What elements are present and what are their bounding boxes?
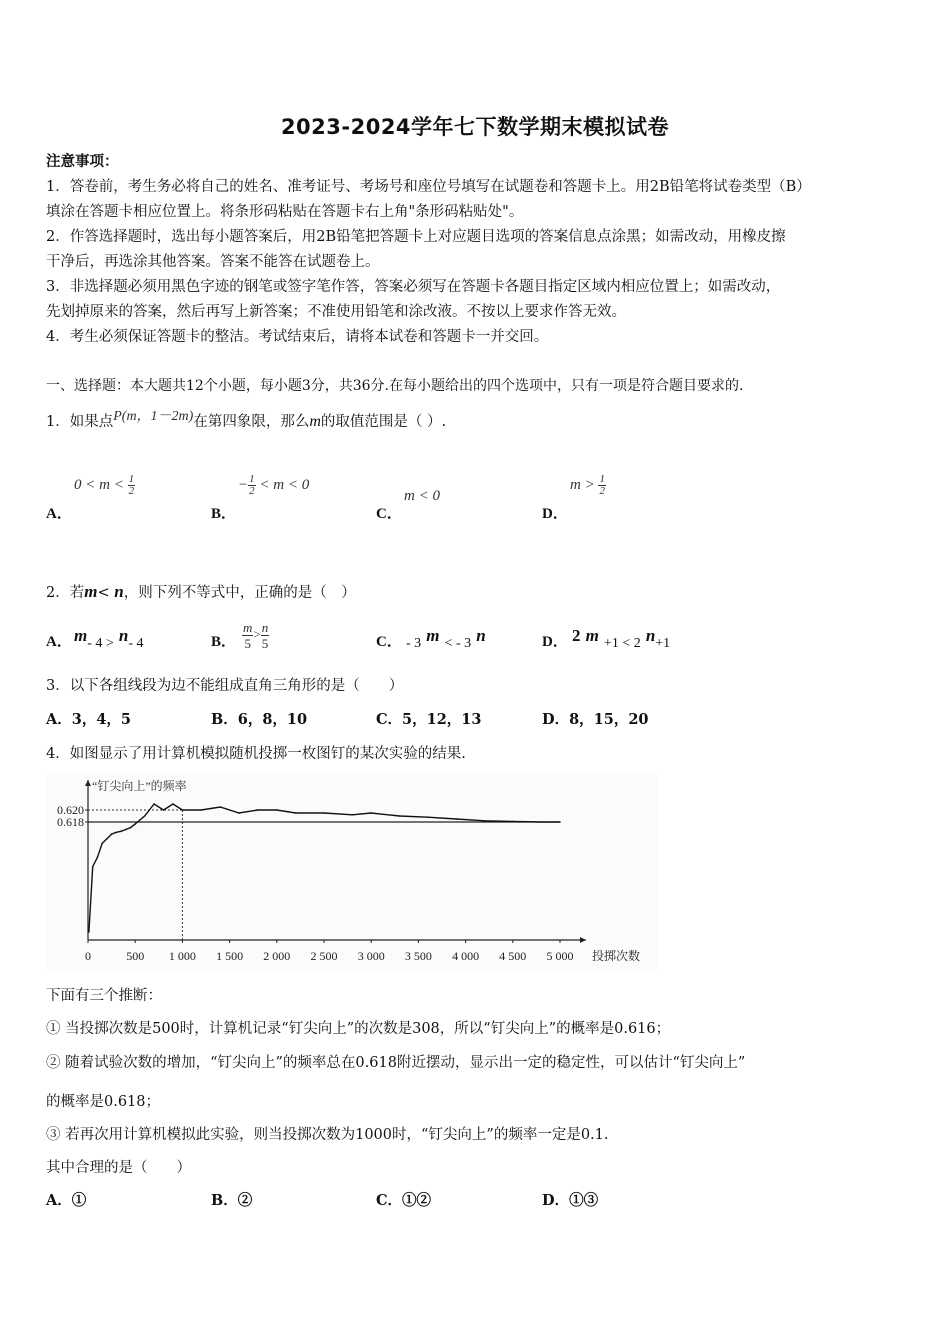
q3-option-d[interactable]: D．8，15，20 — [542, 711, 649, 728]
frequency-point — [540, 821, 542, 823]
q1-post-b: 的取值范围是（ ）. — [320, 414, 447, 430]
frequency-point — [323, 812, 325, 814]
frequency-point — [295, 812, 297, 814]
notice-line: 3．非选择题必须用黑色字迹的钢笔或签字笔作答，答案必须写在答题卡各题目指定区域内相应位置上；如需改动， — [46, 279, 781, 295]
frequency-point — [106, 838, 108, 840]
frequency-point — [219, 806, 221, 808]
frequency-point — [559, 821, 561, 823]
q2-option-d-label[interactable]: D． — [542, 634, 568, 650]
q2-d-coef: 2 — [572, 626, 581, 645]
q4-statement-2: ② 随着试验次数的增加，“钉尖向上”的频率总在0.618附近摆动，显示出一定的稳定性，可以估计“钉尖向上” — [46, 1055, 746, 1071]
q2-c-coef: - 3 — [406, 636, 422, 651]
q3-option-c[interactable]: C．5，12，13 — [376, 711, 482, 728]
q2-d-n: n — [645, 626, 656, 645]
frequency-point — [97, 857, 99, 859]
q3-option-a[interactable]: A．3，4，5 — [46, 711, 132, 728]
x-tick-label: 3 500 — [404, 949, 432, 963]
question-3-stem: 3．以下各组线段为边不能组成直角三角形的是（ ） — [46, 678, 404, 694]
frequency-point — [276, 809, 278, 811]
x-tick-label: 2 500 — [310, 949, 338, 963]
chart-background — [46, 772, 658, 972]
q2-c-op: < - 3 — [444, 636, 472, 651]
frequency-point — [153, 803, 155, 805]
frequency-point — [111, 833, 113, 835]
q4-option-d[interactable]: D．①③ — [542, 1192, 599, 1209]
x-tick-label: 1 000 — [168, 949, 196, 963]
frequency-point — [172, 803, 174, 805]
q1-option-a-math — [74, 474, 135, 497]
q1-b-lhs: − — [238, 476, 249, 493]
frequency-point — [455, 818, 457, 820]
section-heading: 一、选择题：本大题共12个小题，每小题3分，共36分.在每小题给出的四个选项中，只有一项是符合题目要求的. — [46, 378, 744, 394]
notice-line: 1．答卷前，考生务必将自己的姓名、准考证号、考场号和座位号填写在试题卷和答题卡上。用2B铅笔将试卷类型（B） — [46, 179, 811, 195]
q2-b-frac2: $\frac{n}{5}$ — [261, 620, 269, 651]
q1-a-lhs: 0 < m < — [74, 476, 124, 493]
x-tick-label: 2 000 — [263, 949, 291, 963]
q1-d-lhs: m > — [570, 476, 595, 493]
q2-a-op: - 4 > — [87, 636, 114, 651]
q2-option-c-math — [406, 626, 486, 651]
frequency-point — [116, 832, 118, 834]
frequency-point — [512, 821, 514, 823]
q2-d-op: +1 < 2 — [603, 636, 641, 651]
q1-post-a: 在第四象限，那么 — [193, 414, 310, 430]
frequency-point — [88, 931, 90, 933]
q2-lt: < — [97, 585, 110, 601]
q1-option-d-label[interactable]: D． — [542, 506, 568, 522]
q2-option-a-math — [74, 626, 144, 651]
x-tick-label: 1 500 — [216, 949, 244, 963]
frequency-point — [201, 809, 203, 811]
frequency-point — [92, 866, 94, 868]
frequency-point — [427, 816, 429, 818]
x-tick-label: 0 — [85, 949, 91, 963]
q4-lead: 下面有三个推断： — [46, 988, 162, 1004]
notice-line: 填涂在答题卡相应位置上。将条形码粘贴在答题卡右上角"条形码粘贴处"。 — [46, 204, 524, 220]
q1-option-d-math — [570, 474, 606, 497]
frequency-point — [120, 831, 122, 833]
q2-a-m: m — [74, 626, 88, 645]
q2-a-tail: - 4 — [128, 636, 144, 651]
q1-option-c-math: m < 0 — [404, 488, 440, 504]
q4-ask: 其中合理的是（ ） — [46, 1160, 191, 1176]
q1-b-rhs: < m < 0 — [259, 476, 310, 493]
q4-statement-2-cont: 的概率是0.618； — [46, 1094, 161, 1110]
q3-option-b[interactable]: B．6，8，10 — [211, 711, 308, 728]
q4-option-b[interactable]: B．② — [211, 1192, 253, 1209]
frequency-point — [101, 843, 103, 845]
question-4-stem: 4．如图显示了用计算机模拟随机投掷一枚图钉的某次实验的结果. — [46, 746, 466, 762]
frequency-point — [163, 809, 165, 811]
q2-option-a-label[interactable]: A． — [46, 634, 72, 650]
x-axis-title: 投掷次数 — [592, 949, 641, 963]
q2-option-d-math — [572, 626, 671, 651]
x-tick-label: 4 000 — [452, 949, 480, 963]
frequency-point — [134, 823, 136, 825]
q2-m: m — [84, 582, 98, 601]
q1-d-frac: $\frac{1}{2}$ — [599, 473, 605, 497]
q2-d-tail: +1 — [655, 636, 671, 651]
notice-heading: 注意事项： — [46, 153, 119, 170]
q1-a-frac: $\frac{1}{2}$ — [128, 473, 135, 497]
y-tick-label: 0.620 — [57, 803, 84, 817]
q2-c-m: m — [426, 626, 440, 645]
question-1-stem — [46, 409, 447, 433]
frequency-point — [125, 829, 127, 831]
q2-post: ，则下列不等式中，正确的是（ ） — [123, 585, 356, 601]
q1-pre: 1．如果点 — [46, 414, 114, 430]
x-tick-label: 5 000 — [546, 949, 574, 963]
frequency-point — [130, 827, 132, 829]
notice-line: 干净后，再选涂其他答案。答案不能答在试题卷上。 — [46, 254, 380, 270]
x-tick-label: 500 — [126, 949, 145, 963]
notice-line: 2．作答选择题时，选出每小题答案后，用2B铅笔把答题卡上对应题目选项的答案信息点涂黑；如需改动，用橡皮擦 — [46, 229, 786, 245]
frequency-point — [399, 815, 401, 817]
x-tick-label: 3 000 — [357, 949, 385, 963]
q2-d-m: m — [585, 626, 599, 645]
q1-option-c-label[interactable]: C． — [376, 506, 402, 522]
q4-option-c[interactable]: C．①② — [376, 1192, 432, 1209]
frequency-point — [370, 812, 372, 814]
q1-option-a-label[interactable]: A． — [46, 506, 72, 522]
q1-option-b-math — [238, 474, 309, 497]
q2-a-n: n — [118, 626, 129, 645]
q2-option-b-math — [242, 620, 269, 651]
notice-line: 4．考生必须保证答题卡的整洁。考试结束后，请将本试卷和答题卡一并交回。 — [46, 329, 549, 345]
q4-statement-1: ① 当投掷次数是500时，计算机记录“钉尖向上”的次数是308，所以“钉尖向上”的概率是0.616； — [46, 1021, 671, 1037]
q2-c-n: n — [476, 626, 486, 645]
page-title: 2023-2024学年七下数学期末模拟试卷 — [280, 115, 670, 139]
frequency-point — [238, 812, 240, 814]
q4-option-a[interactable]: A．① — [46, 1192, 87, 1209]
frequency-point — [182, 809, 184, 811]
frequency-chart — [46, 772, 658, 972]
question-2-stem — [46, 582, 356, 603]
x-tick-label: 4 500 — [499, 949, 527, 963]
q2-n: n — [114, 582, 124, 601]
frequency-point — [144, 815, 146, 817]
q2-b-frac1: $\frac{m}{5}$ — [243, 620, 253, 651]
q2-pre: 2．若 — [46, 585, 85, 601]
frequency-point — [352, 814, 354, 816]
q2-option-c-label[interactable]: C． — [376, 634, 402, 650]
q1-point: P(m，1－2m) — [113, 409, 194, 424]
notice-line: 先划掉原来的答案，然后再写上新答案；不准使用铅笔和涂改液。不按以上要求作答无效。 — [46, 304, 626, 320]
frequency-point — [484, 820, 486, 822]
y-tick-label: 0.618 — [57, 815, 84, 829]
q1-var: m — [309, 413, 321, 430]
y-axis-title: “钉尖向上”的频率 — [92, 779, 187, 793]
q1-option-b-label[interactable]: B． — [211, 506, 237, 522]
q4-statement-3: ③ 若再次用计算机模拟此实验，则当投掷次数为1000时，“钉尖向上”的频率一定是0.1. — [46, 1127, 609, 1143]
q2-option-b-label[interactable]: B． — [211, 634, 237, 650]
q2-b-op: > — [253, 626, 261, 642]
q1-b-frac: $\frac{1}{2}$ — [249, 473, 255, 497]
frequency-point — [257, 809, 259, 811]
